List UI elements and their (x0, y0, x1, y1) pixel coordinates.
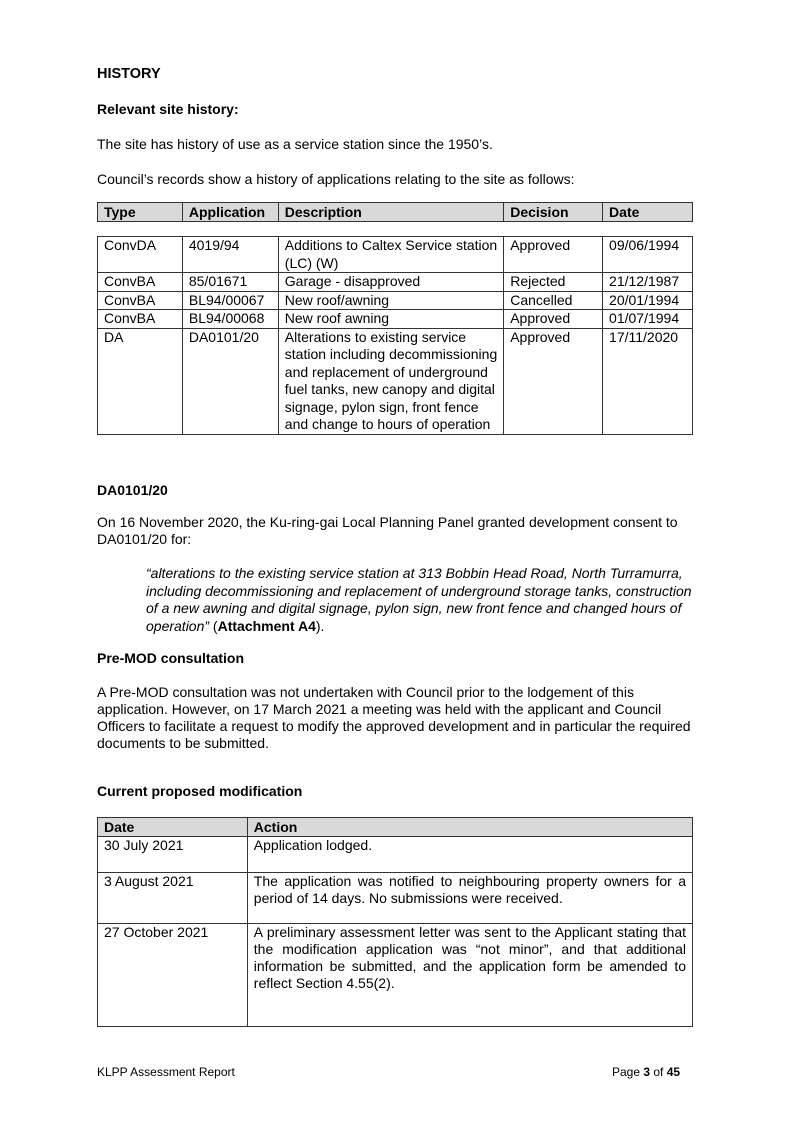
premod-heading: Pre-MOD consultation (97, 650, 245, 666)
cell-description: Additions to Caltex Service station (LC) (W) (278, 237, 503, 273)
cell-decision: Approved (504, 237, 603, 273)
da-quote-text: “alterations to the existing service station at 313 Bobbin Head Road, North Turramurra, including decommissioning and replacement of underground storage tanks, construction of a new awning and digital signage, pylon sign, new front fence and changed hours of operation” (146, 565, 692, 634)
relevant-history-heading: Relevant site history: (97, 101, 239, 117)
applications-table (97, 202, 693, 435)
cell-date: 20/01/1994 (603, 291, 693, 310)
header-date: Date (603, 203, 693, 222)
da-quote-close: ). (315, 617, 325, 634)
table-row (98, 310, 693, 329)
cell-decision: Cancelled (504, 291, 603, 310)
da-paragraph: On 16 November 2020, the Ku-ring-gai Local Planning Panel granted development consent to DA0101/20 for: (97, 514, 678, 547)
page-of: of (650, 1065, 667, 1079)
cell-description: Garage - disapproved (278, 273, 503, 292)
modification-header-row (98, 818, 693, 837)
cell-application: 4019/94 (182, 237, 278, 273)
table-row (98, 291, 693, 310)
footer-page-number (612, 1065, 680, 1079)
attachment-ref: Attachment A4 (217, 617, 316, 634)
cell-type: ConvDA (98, 237, 183, 273)
cell-type: ConvBA (98, 310, 183, 329)
header-action: Action (247, 818, 692, 837)
cell-description: New roof awning (278, 310, 503, 329)
cell-date: 3 August 2021 (98, 873, 248, 924)
cell-application: BL94/00067 (182, 291, 278, 310)
da-quote-open: ( (209, 617, 218, 634)
cell-date: 30 July 2021 (98, 837, 248, 873)
history-intro: The site has history of use as a service station since the 1950’s. (97, 136, 493, 152)
modification-table (97, 817, 693, 1027)
header-description: Description (278, 203, 503, 222)
cell-decision: Approved (504, 328, 603, 434)
cell-date: 09/06/1994 (603, 237, 693, 273)
cell-decision: Approved (504, 310, 603, 329)
cell-date: 27 October 2021 (98, 924, 248, 1027)
cell-action: A preliminary assessment letter was sent to the Applicant stating that the modification application was “not minor”, and that additional information be submitted, and the application form be amended to reflect Section 4.55(2). (247, 924, 692, 1027)
records-intro: Council’s records show a history of applications relating to the site as follows: (97, 171, 575, 187)
cell-action: Application lodged. (247, 837, 692, 873)
section-title: HISTORY (97, 66, 161, 82)
cell-date: 17/11/2020 (603, 328, 693, 434)
header-date: Date (98, 818, 248, 837)
header-decision: Decision (504, 203, 603, 222)
da-heading: DA0101/20 (97, 482, 168, 498)
da-quote (146, 565, 694, 635)
header-type: Type (98, 203, 183, 222)
page-total: 45 (666, 1065, 681, 1079)
cell-type: ConvBA (98, 291, 183, 310)
cell-date: 01/07/1994 (603, 310, 693, 329)
cell-action: The application was notified to neighbouring property owners for a period of 14 days. No submissions were received. (247, 873, 692, 924)
header-application: Application (182, 203, 278, 222)
cell-application: BL94/00068 (182, 310, 278, 329)
table-row (98, 924, 693, 1027)
cell-type: DA (98, 328, 183, 434)
cell-application: DA0101/20 (182, 328, 278, 434)
applications-header-row (98, 203, 693, 222)
cell-description: New roof/awning (278, 291, 503, 310)
cell-decision: Rejected (504, 273, 603, 292)
table-row (98, 273, 693, 292)
current-mod-heading: Current proposed modification (97, 783, 303, 799)
table-row (98, 237, 693, 273)
page-current: 3 (643, 1065, 651, 1079)
table-row (98, 873, 693, 924)
page-prefix: Page (612, 1065, 644, 1079)
premod-paragraph: A Pre-MOD consultation was not undertaken with Council prior to the lodgement of this application. However, on 17 March 2021 a meeting was held with the applicant and Council Officers to facilitate a request to modify the approved development and in particular the required documents to be submitted. (97, 684, 691, 751)
footer-report-title: KLPP Assessment Report (97, 1065, 235, 1079)
table-row (98, 837, 693, 873)
table-row (98, 328, 693, 434)
cell-date: 21/12/1987 (603, 273, 693, 292)
cell-application: 85/01671 (182, 273, 278, 292)
cell-type: ConvBA (98, 273, 183, 292)
cell-description: Alterations to existing service station including decommissioning and replacement of underground fuel tanks, new canopy and digital signage, pylon sign, front fence and change to hours of operation (278, 328, 503, 434)
